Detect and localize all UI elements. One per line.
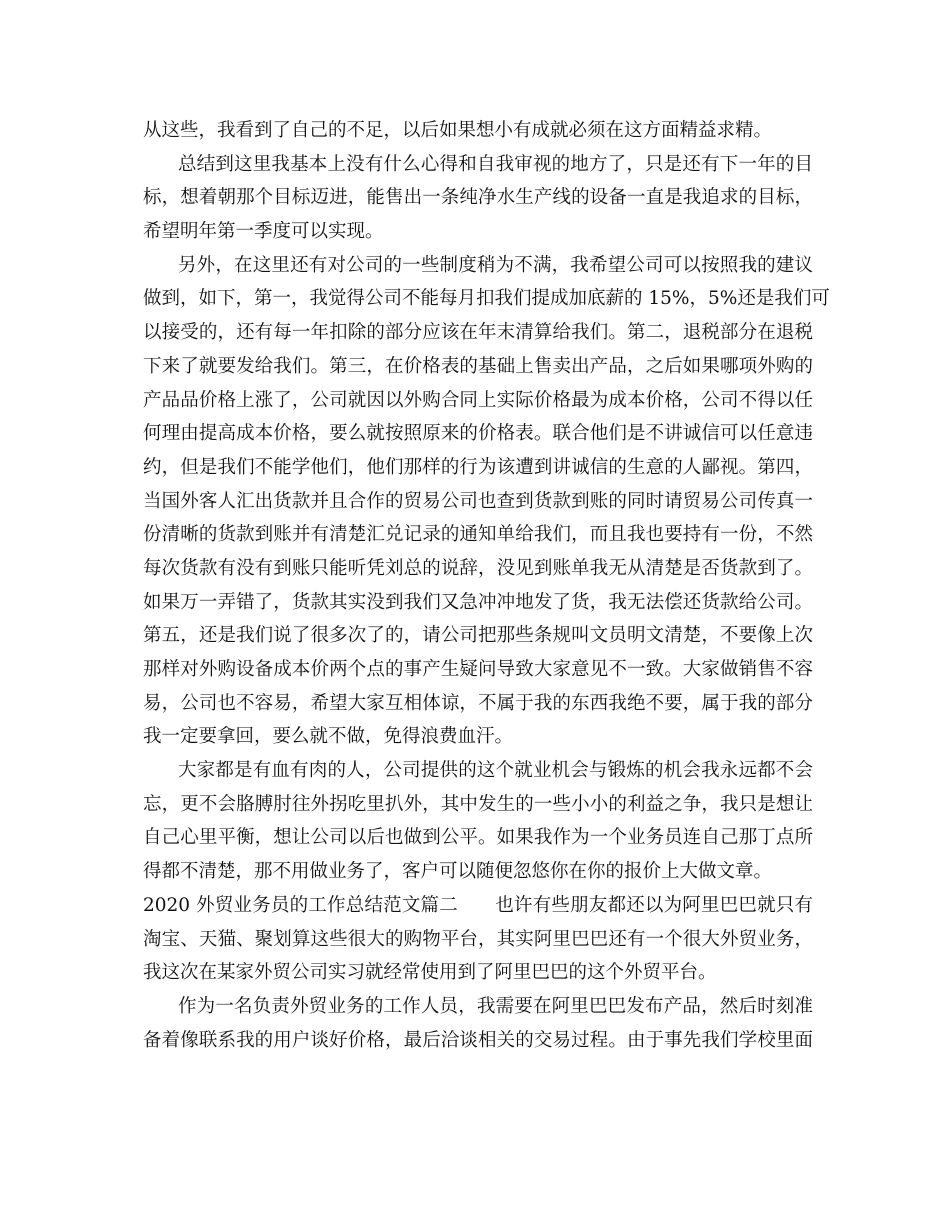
- text-line: 作为一名负责外贸业务的工作人员，我需要在阿里巴巴发布产品，然后时刻准: [178, 995, 813, 1017]
- text-line: 当国外客人汇出货款并且合作的贸易公司也查到货款到账的同时请贸易公司传真一: [143, 490, 813, 512]
- text-line: 自己心里平衡，想让公司以后也做到公平。如果我作为一个业务员连自己那丁点所: [143, 827, 813, 849]
- text-line: 如果万一弄错了，货款其实没到我们又急冲冲地发了货，我无法偿还货款给公司。: [143, 591, 813, 613]
- text-line: 总结到这里我基本上没有什么心得和自我审视的地方了，只是还有下一年的目: [178, 153, 813, 175]
- text-line: 易，公司也不容易，希望大家互相体谅，不属于我的东西我绝不要，属于我的部分: [143, 692, 813, 714]
- text-line: 每次货款有没有到账只能听凭刘总的说辞，没见到账单我无从清楚是否货款到了。: [143, 557, 813, 579]
- text-line: 我一定要拿回，要么就不做，免得浪费血汗。: [143, 726, 514, 748]
- text-line: 得都不清楚，那不用做业务了，客户可以随便忽悠你在你的报价上大做文章。: [143, 861, 773, 883]
- text-line: 产品品价格上涨了，公司就因以外购合同上实际价格最为成本价格，公司不得以任: [143, 389, 813, 411]
- text-line: 另外，在这里还有对公司的一些制度稍为不满，我希望公司可以按照我的建议: [178, 254, 813, 276]
- text-line: 我这次在某家外贸公司实习就经常使用到了阿里巴巴的这个外贸平台。: [143, 962, 717, 984]
- text-line: 淘宝、天猫、聚划算这些很大的购物平台，其实阿里巴巴还有一个很大外贸业务，: [143, 928, 813, 950]
- text-line: 第五，还是我们说了很多次了的，请公司把那些条规叫文员明文清楚，不要像上次: [143, 625, 813, 647]
- document-body: [143, 114, 830, 1057]
- section-heading-line: 2020 外贸业务员的工作总结范文篇二 也许有些朋友都还以为阿里巴巴就只有: [143, 894, 813, 916]
- text-line: 下来了就要发给我们。第三，在价格表的基础上售卖出产品，之后如果哪项外购的: [143, 355, 813, 377]
- text-line: 以接受的，还有每一年扣除的部分应该在年末清算给我们。第二，退税部分在退税: [143, 322, 813, 344]
- text-line: 做到，如下，第一，我觉得公司不能每月扣我们提成加底薪的 15%，5%还是我们可: [143, 288, 830, 310]
- text-line: 何理由提高成本价格，要么就按照原来的价格表。联合他们是不讲诚信可以任意违: [143, 423, 813, 445]
- text-line: 份清晰的货款到账并有清楚汇兑记录的通知单给我们，而且我也要持有一份，不然: [143, 524, 813, 546]
- text-line: 备着像联系我的用户谈好价格，最后洽谈相关的交易过程。由于事先我们学校里面: [143, 1029, 813, 1051]
- text-line: 标，想着朝那个目标迈进，能售出一条纯净水生产线的设备一直是我追求的目标，: [143, 187, 813, 209]
- text-line: 约，但是我们不能学他们，他们那样的行为该遭到讲诚信的生意的人鄙视。第四，: [143, 456, 813, 478]
- text-line: 从这些，我看到了自己的不足，以后如果想小有成就必须在这方面精益求精。: [143, 120, 773, 141]
- text-line: 那样对外购设备成本价两个点的事产生疑问导致大家意见不一致。大家做销售不容: [143, 659, 813, 680]
- text-line: 大家都是有血有肉的人，公司提供的这个就业机会与锻炼的机会我永远都不会: [178, 760, 813, 782]
- text-line: 忘，更不会胳膊肘往外拐吃里扒外，其中发生的一些小小的利益之争，我只是想让: [143, 793, 813, 815]
- text-line: 希望明年第一季度可以实现。: [143, 221, 384, 243]
